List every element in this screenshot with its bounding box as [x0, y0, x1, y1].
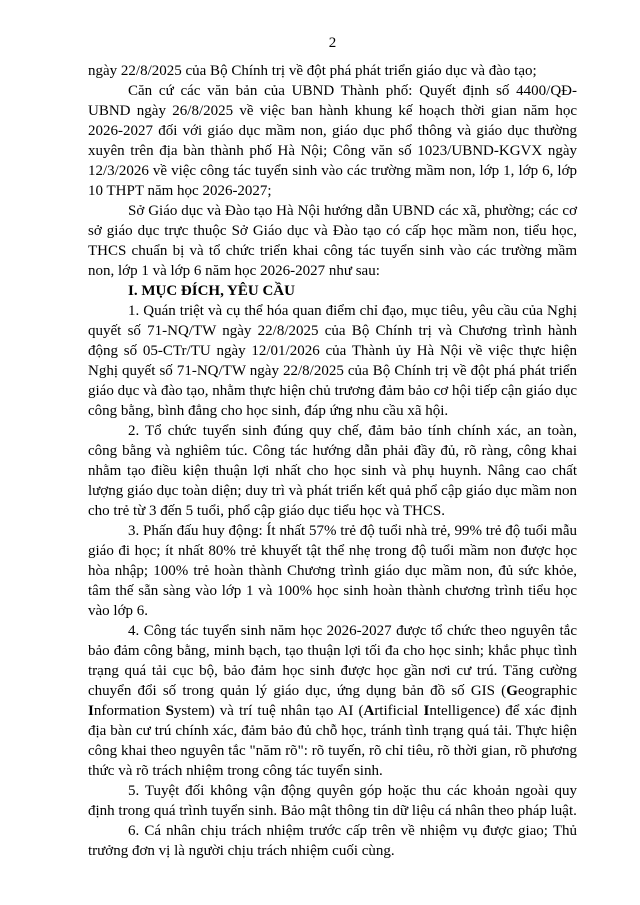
document-body [88, 61, 577, 861]
text-run: rtificial [374, 703, 424, 719]
text-run: I [423, 703, 430, 719]
page-number: 2 [328, 35, 337, 51]
text-run: A [363, 703, 375, 719]
paragraph: 1. Quán triệt và cụ thể hóa quan điểm chỉ đạo, mục tiêu, yêu cầu của Nghị quyết số 71-NQ/TW ngày 22/8/2025 của Bộ Chính trị và Chương trình hành động số 05-CTr/TU ngày 12/01/2026 của Thành ủy Hà Nội về việc thực hiện Nghị quyết số 71-NQ/TW ngày 22/8/2025 của Bộ Chính trị về đột phá phát triển giáo dục và đào tạo, nhằm thực hiện chủ trương đảm bảo cơ hội tiếp cận giáo dục công bằng, bình đẳng cho học sinh, đáp ứng nhu cầu xã hội. [88, 303, 577, 419]
section-heading: I. MỤC ĐÍCH, YÊU CẦU [128, 283, 295, 299]
paragraph: 2. Tổ chức tuyển sinh đúng quy chế, đảm bảo tính chính xác, an toàn, công bằng và nghiêm túc. Công tác hướng dẫn phải đầy đủ, rõ ràng, công khai nhằm tạo điều kiện thuận lợi nhất cho học sinh và phụ huynh. Nâng cao chất lượng giáo dục toàn diện; duy trì và phát triển kết quả phổ cập giáo dục mầm non cho trẻ từ 3 đến 5 tuổi, phổ cập giáo dục tiểu học và THCS. [88, 423, 577, 519]
text-run: I [88, 703, 94, 719]
text-run: eographic [517, 683, 577, 699]
paragraph: 3. Phấn đấu huy động: Ít nhất 57% trẻ độ tuổi nhà trẻ, 99% trẻ độ tuổi mẫu giáo đi học; ít nhất 80% trẻ khuyết tật thể nhẹ trong độ tuổi mầm non được học hòa nhập; 100% trẻ hoàn thành Chương trình giáo dục mầm non, đủ sức khỏe, tâm thế sẵn sàng vào lớp 1 và 100% học sinh hoàn thành chương trình tiểu học vào lớp 6. [88, 523, 577, 619]
text-run: nformation [93, 703, 166, 719]
text-run: G [506, 683, 518, 699]
text-run: ntelligence) để xác định địa bàn cư trú chính xác, đảm bảo đủ chỗ học, tránh tình trạng quá tải. Thực hiện công khai theo nguyên tắc "năm rõ": rõ tuyến, rõ chỉ tiêu, rõ thời gian, rõ phương thức và rõ trách nhiệm trong công tác tuyển sinh. [88, 703, 577, 779]
paragraph: 5. Tuyệt đối không vận động quyên góp hoặc thu các khoản ngoài quy định trong quá trình tuyển sinh. Bảo mật thông tin dữ liệu cá nhân theo pháp luật. [88, 783, 577, 819]
paragraph: 6. Cá nhân chịu trách nhiệm trước cấp trên về nhiệm vụ được giao; Thủ trưởng đơn vị là người chịu trách nhiệm cuối cùng. [88, 823, 577, 859]
text-run: 4. Công tác tuyển sinh năm học 2026-2027 được tổ chức theo nguyên tắc bảo đảm công bằng, minh bạch, tạo thuận lợi tối đa cho học sinh; khắc phục tình trạng quá tải cục bộ, bảo đảm học sinh được học gần nơi cư trú. Tăng cường chuyển đổi số trong quản lý giáo dục, ứng dụng bản đồ số GIS ( [88, 623, 577, 699]
paragraph: ngày 22/8/2025 của Bộ Chính trị về đột phá phát triển giáo dục và đào tạo; [88, 63, 537, 79]
text-run: S [165, 703, 174, 719]
paragraph [88, 621, 577, 781]
paragraph: Sở Giáo dục và Đào tạo Hà Nội hướng dẫn UBND các xã, phường; các cơ sở giáo dục trực thuộc Sở Giáo dục và Đào tạo có cấp học mầm non, tiểu học, THCS chuẩn bị và tổ chức triển khai công tác tuyển sinh vào các trường mầm non, lớp 1 và lớp 6 năm học 2026-2027 như sau: [88, 203, 577, 279]
text-run: ystem) và trí tuệ nhân tạo AI ( [173, 703, 364, 719]
paragraph: Căn cứ các văn bản của UBND Thành phố: Quyết định số 4400/QĐ-UBND ngày 26/8/2025 về việc ban hành khung kế hoạch thời gian năm học 2026-2027 đối với giáo dục mầm non, giáo dục phổ thông và giáo dục thường xuyên trên địa bàn thành phố Hà Nội; Công văn số 1023/UBND-KGVX ngày 12/3/2026 về việc công tác tuyển sinh vào các trường mầm non, lớp 1, lớp 6, lớp 10 THPT năm học 2026-2027; [88, 83, 577, 199]
